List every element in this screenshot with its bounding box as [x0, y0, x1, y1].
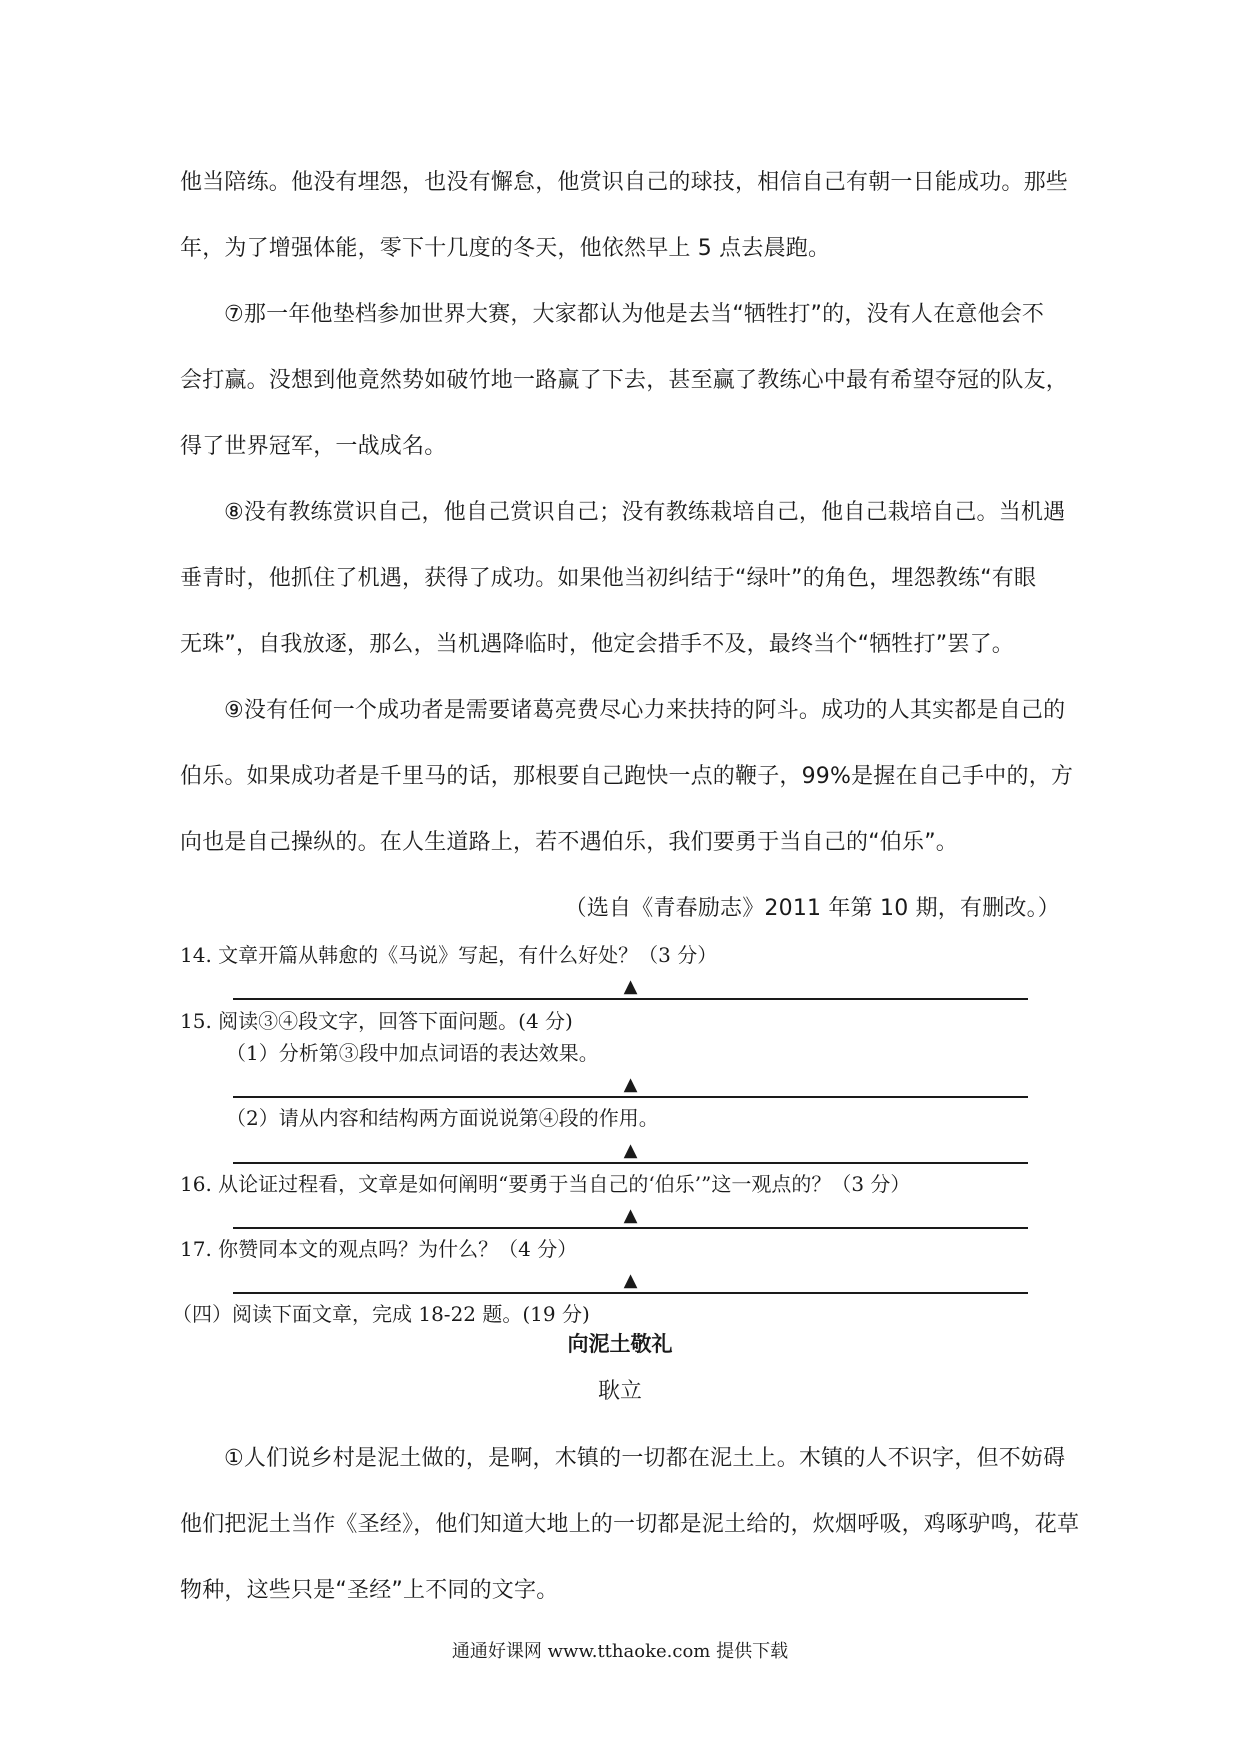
article-paragraph-7-line-3: 得了世界冠军，一战成名。 [180, 434, 447, 459]
page-footer: 通通好课网 www.tthaoke.com 提供下载 [451, 1641, 789, 1662]
article-line-1: 他当陪练。他没有埋怨，也没有懈怠，他赏识自己的球技，相信自己有朝一日能成功。那些 [180, 170, 1069, 195]
answer-marker-icon: ▲ [623, 1205, 638, 1226]
answer-line-17[interactable] [233, 1266, 1028, 1294]
section-4-line-2: 他们把泥土当作《圣经》，他们知道大地上的一切都是泥土给的，炊烟呼吸，鸡啄驴鸣，花草 [180, 1512, 1080, 1537]
answer-marker-icon: ▲ [623, 1270, 638, 1291]
article-paragraph-9-line-1: ⑨没有任何一个成功者是需要诸葛亮费尽心力来扶持的阿斗。成功的人其实都是自己的 [224, 698, 1066, 723]
answer-line-15-1[interactable] [233, 1070, 1028, 1098]
answer-line-14[interactable] [233, 972, 1028, 1000]
answer-marker-icon: ▲ [623, 1140, 638, 1161]
answer-line-16[interactable] [233, 1201, 1028, 1229]
article-paragraph-8-line-3: 无珠”，自我放逐，那么，当机遇降临时，他定会措手不及，最终当个“牺牲打”罢了。 [180, 632, 1014, 657]
question-17: 17. 你赞同本文的观点吗？为什么？（4 分） [180, 1237, 578, 1261]
article-source: （选自《青春励志》2011 年第 10 期，有删改。） [564, 896, 1060, 921]
section-4-line-1: ①人们说乡村是泥土做的，是啊，木镇的一切都在泥土上。木镇的人不识字，但不妨碍 [224, 1446, 1066, 1471]
answer-line-15-2[interactable] [233, 1136, 1028, 1164]
answer-marker-icon: ▲ [623, 976, 638, 997]
article-paragraph-7-line-2: 会打赢。没想到他竟然势如破竹地一路赢了下去，甚至赢了教练心中最有希望夺冠的队友， [180, 368, 1069, 393]
article-paragraph-7-line-1: ⑦那一年他垫档参加世界大赛，大家都认为他是去当“牺牲打”的，没有人在意他会不 [224, 302, 1045, 327]
section-4-intro: （四）阅读下面文章，完成 18-22 题。(19 分) [172, 1302, 590, 1326]
question-15-2: （2）请从内容和结构两方面说说第④段的作用。 [226, 1106, 659, 1130]
question-16: 16. 从论证过程看，文章是如何阐明“要勇于当自己的‘伯乐’”这一观点的？（3 分） [180, 1172, 911, 1196]
article-paragraph-8-line-2: 垂青时，他抓住了机遇，获得了成功。如果他当初纠结于“绿叶”的角色，埋怨教练“有眼 [180, 566, 1037, 591]
answer-marker-icon: ▲ [623, 1074, 638, 1095]
article-line-2: 年，为了增强体能，零下十几度的冬天，他依然早上 5 点去晨跑。 [180, 236, 831, 261]
article-author: 耿立 [597, 1379, 642, 1404]
article-paragraph-9-line-2: 伯乐。如果成功者是千里马的话，那根要自己跑快一点的鞭子，99%是握在自己手中的，方 [180, 764, 1074, 789]
question-15: 15. 阅读③④段文字，回答下面问题。(4 分) [180, 1009, 573, 1033]
article-paragraph-9-line-3: 向也是自己操纵的。在人生道路上，若不遇伯乐，我们要勇于当自己的“伯乐”。 [180, 830, 958, 855]
article-paragraph-8-line-1: ⑧没有教练赏识自己，他自己赏识自己；没有教练栽培自己，他自己栽培自己。当机遇 [224, 500, 1066, 525]
question-14: 14. 文章开篇从韩愈的《马说》写起，有什么好处？（3 分） [180, 943, 718, 967]
section-4-line-3: 物种，这些只是“圣经”上不同的文字。 [180, 1578, 559, 1603]
article-title: 向泥土敬礼 [567, 1332, 673, 1356]
question-15-1: （1）分析第③段中加点词语的表达效果。 [226, 1041, 599, 1065]
